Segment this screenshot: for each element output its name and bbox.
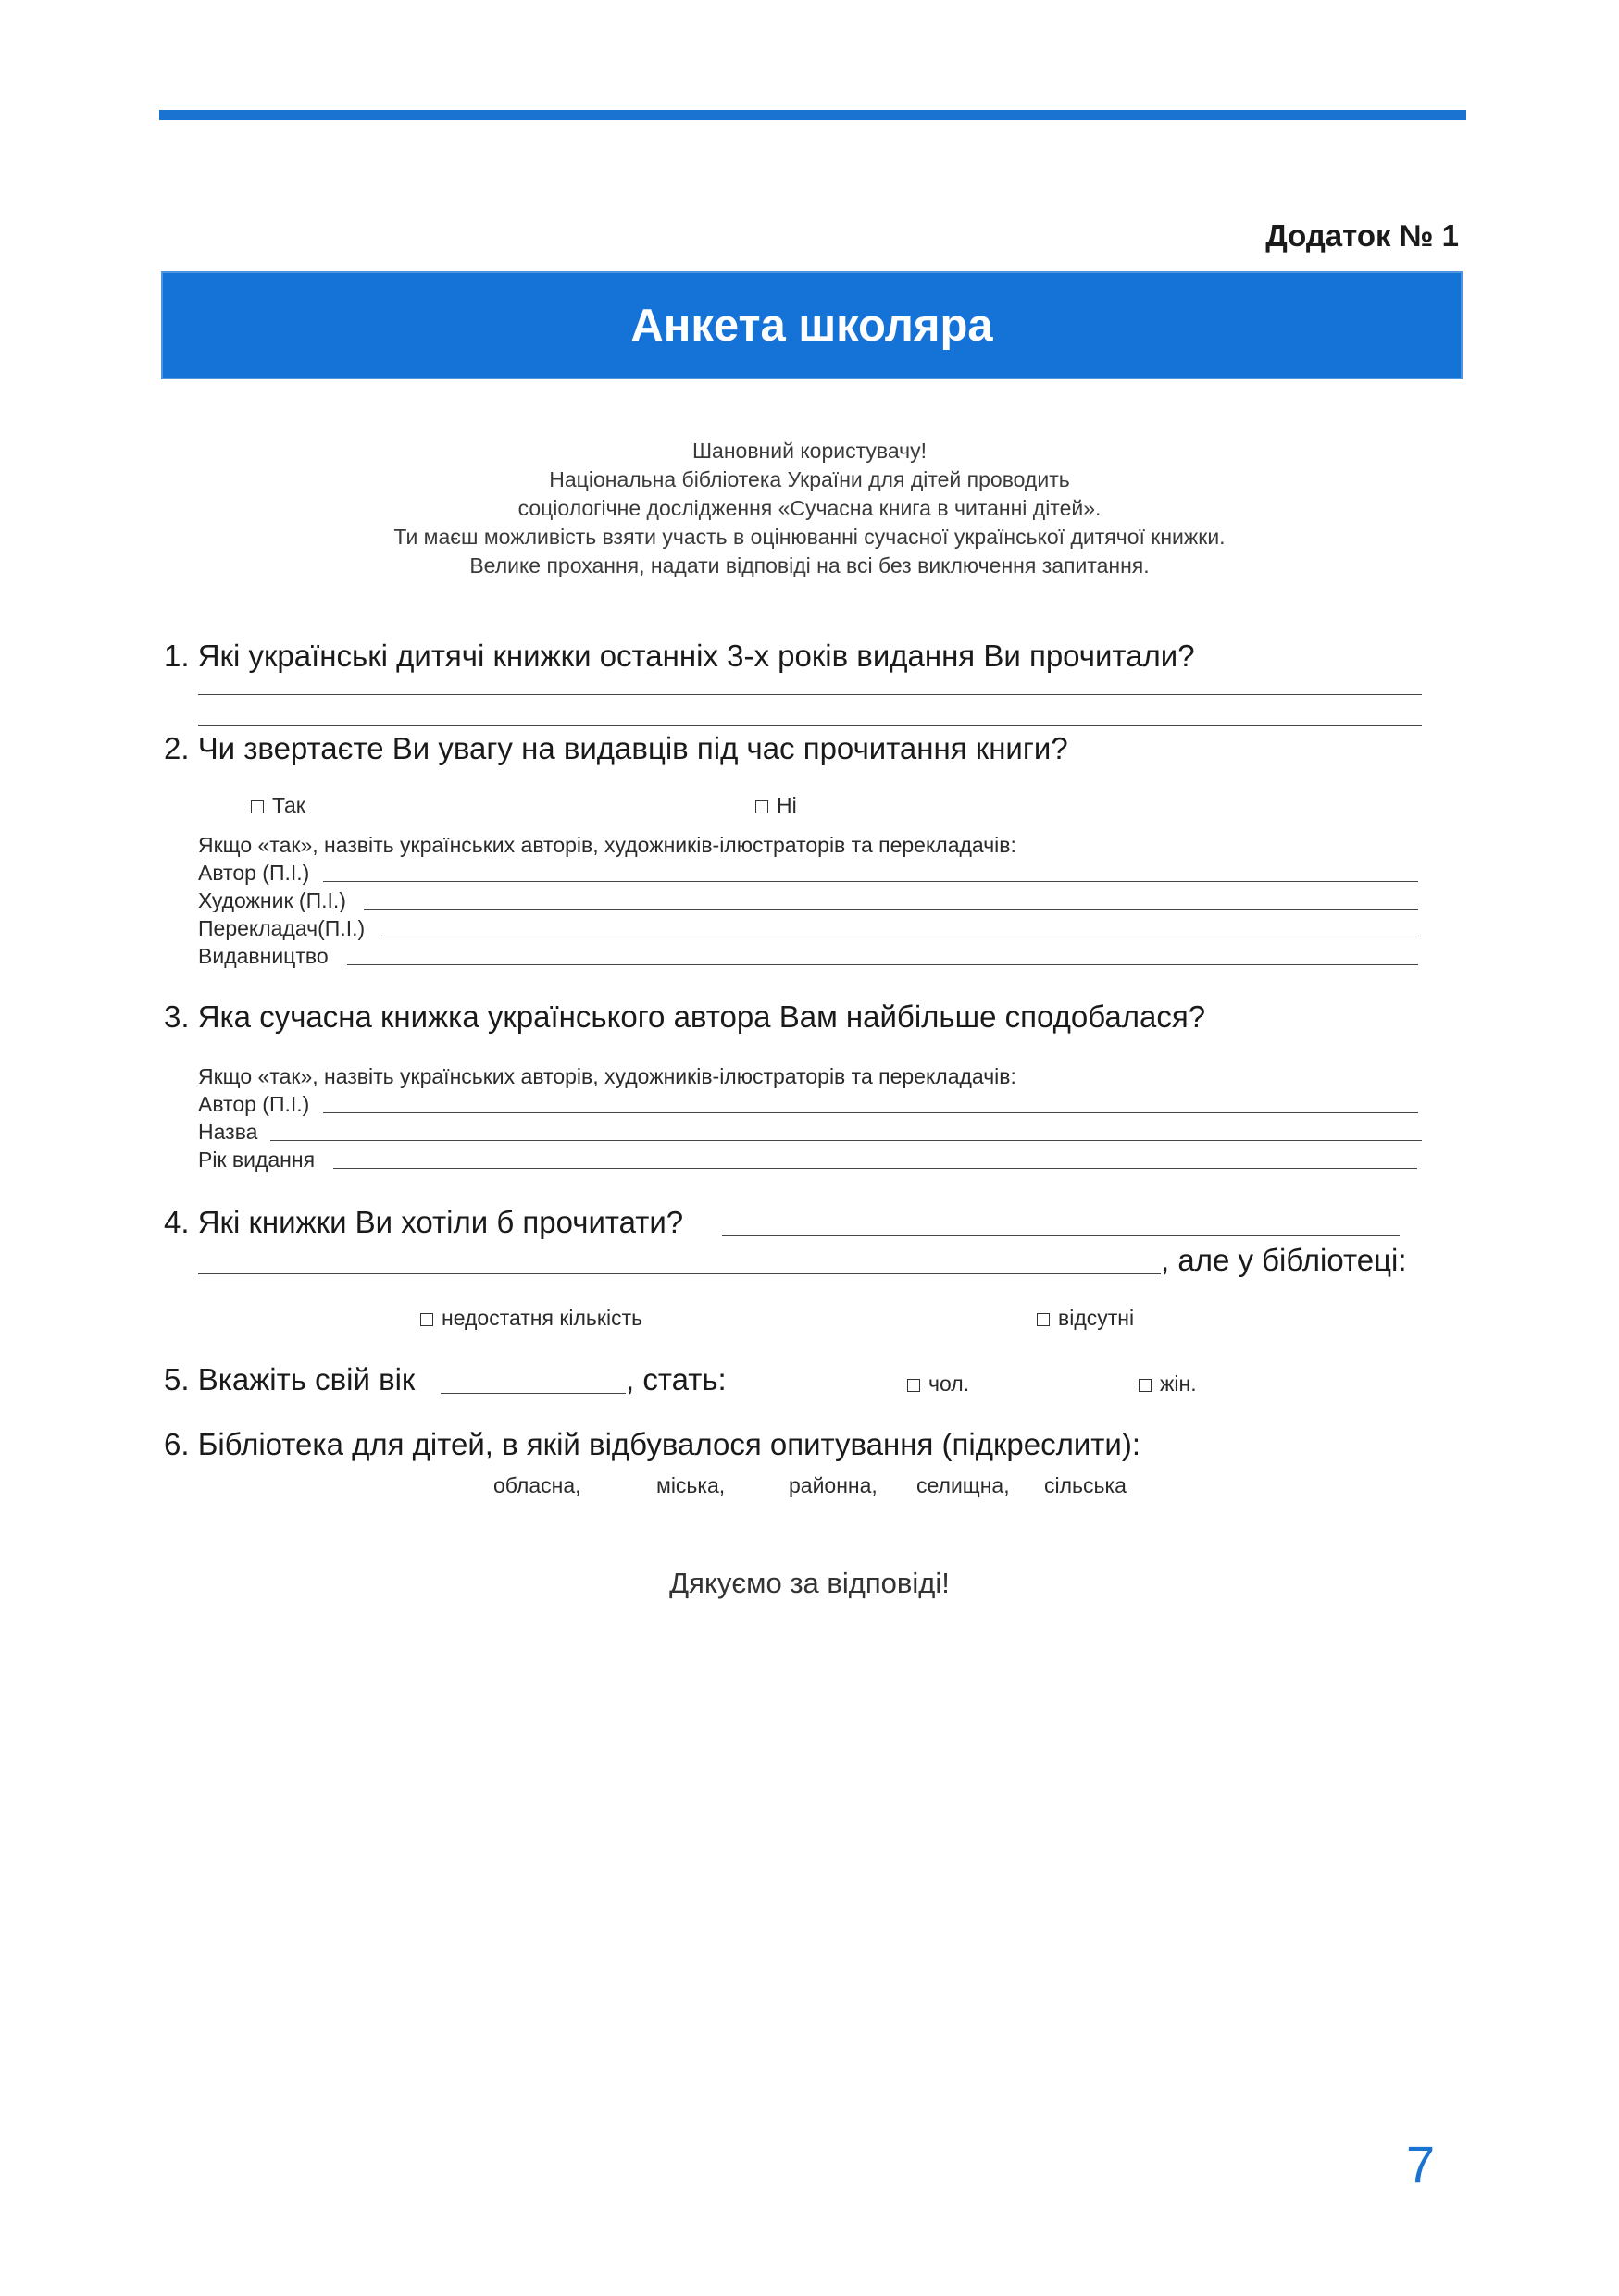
intro-line: Велике прохання, надати відповіді на всі без виключення запитання.: [469, 553, 1150, 577]
q2-option-no-label: Ні: [777, 793, 797, 817]
top-rule: [159, 110, 1466, 120]
checkbox-icon: [755, 800, 768, 813]
q3-author-line[interactable]: [323, 1112, 1418, 1113]
q4-option-absent-label: відсутні: [1058, 1306, 1135, 1330]
page-number: 7: [1406, 2135, 1436, 2193]
intro-line: Ти маєш можливість взяти участь в оцінюванні сучасної української дитячої книжки.: [393, 525, 1226, 549]
question-1: 1. Які українські дитячі книжки останніх 3-х років видання Ви прочитали?: [164, 639, 1195, 673]
appendix-label: Додаток № 1: [1265, 218, 1459, 253]
title-banner: [161, 271, 1463, 379]
intro-line: соціологічне дослідження «Сучасна книга в читанні дітей».: [517, 496, 1102, 520]
checkbox-icon: [1139, 1379, 1152, 1392]
q3-author-label: Автор (П.І.): [198, 1092, 310, 1116]
q4-option-absent[interactable]: [1037, 1306, 1134, 1331]
question-6: 6. Бібліотека для дітей, в якій відбувалося опитування (підкреслити):: [164, 1427, 1140, 1461]
question-3: 3. Яка сучасна книжка українського автора Вам найбільше сподобалася?: [164, 999, 1206, 1034]
intro-line: Шановний користувачу!: [691, 439, 928, 463]
q6-option-district[interactable]: районна,: [789, 1473, 878, 1497]
q1-answer-line-2[interactable]: [198, 725, 1422, 726]
q6-option-settlement[interactable]: селищна,: [916, 1473, 1010, 1497]
intro-line: Національна бібліотека України для дітей проводить: [549, 467, 1070, 491]
q5-age-line[interactable]: [441, 1393, 626, 1394]
q5-option-male[interactable]: [907, 1371, 969, 1396]
q5-option-male-label: чол.: [928, 1371, 970, 1396]
q4-option-insufficient-label: недостатня кількість: [442, 1306, 643, 1330]
q2-translator-label: Перекладач(П.І.): [198, 916, 366, 940]
q3-hint: Якщо «так», назвіть українських авторів, художників-ілюстраторів та перекладачів:: [198, 1064, 1016, 1088]
q3-title-line[interactable]: [270, 1140, 1422, 1141]
question-4: 4. Які книжки Ви хотіли б прочитати?: [164, 1205, 684, 1239]
q5-option-female-label: жін.: [1160, 1371, 1197, 1396]
q6-option-oblast[interactable]: обласна,: [493, 1473, 581, 1497]
checkbox-icon: [420, 1313, 433, 1326]
q2-hint: Якщо «так», назвіть українських авторів, художників-ілюстраторів та перекладачів:: [198, 833, 1016, 857]
question-2: 2. Чи звертаєте Ви увагу на видавців під час прочитання книги?: [164, 731, 1068, 765]
thanks-text: Дякуємо за відповіді!: [669, 1567, 950, 1599]
q2-option-yes[interactable]: [251, 793, 305, 818]
q2-publisher-line[interactable]: [347, 964, 1418, 965]
page-title: Анкета школяра: [630, 300, 993, 351]
checkbox-icon: [1037, 1313, 1050, 1326]
q2-option-no[interactable]: [755, 793, 797, 818]
checkbox-icon: [907, 1379, 920, 1392]
q4-option-insufficient[interactable]: [420, 1306, 642, 1331]
q1-answer-line-1[interactable]: [198, 694, 1422, 695]
question-5-sex: , стать:: [626, 1362, 727, 1396]
checkbox-icon: [251, 800, 264, 813]
q3-year-line[interactable]: [333, 1168, 1417, 1169]
q3-title-label: Назва: [198, 1120, 258, 1144]
q2-author-label: Автор (П.І.): [198, 861, 310, 885]
intro-text: [0, 437, 1619, 580]
q6-option-city[interactable]: міська,: [656, 1473, 726, 1497]
q4-answer-line-1[interactable]: [722, 1235, 1400, 1236]
question-5-age: 5. Вкажіть свій вік: [164, 1362, 416, 1396]
q2-artist-label: Художник (П.І.): [198, 888, 346, 912]
q2-publisher-label: Видавництво: [198, 944, 329, 968]
q3-year-label: Рік видання: [198, 1148, 316, 1172]
q2-author-line[interactable]: [323, 881, 1418, 882]
q6-option-village[interactable]: сільська: [1044, 1473, 1127, 1497]
q2-option-yes-label: Так: [272, 793, 305, 817]
q5-option-female[interactable]: [1139, 1371, 1197, 1396]
q2-artist-line[interactable]: [364, 909, 1418, 910]
q4-suffix: , але у бібліотеці:: [1161, 1243, 1407, 1277]
q4-answer-line-2[interactable]: [198, 1273, 1161, 1274]
